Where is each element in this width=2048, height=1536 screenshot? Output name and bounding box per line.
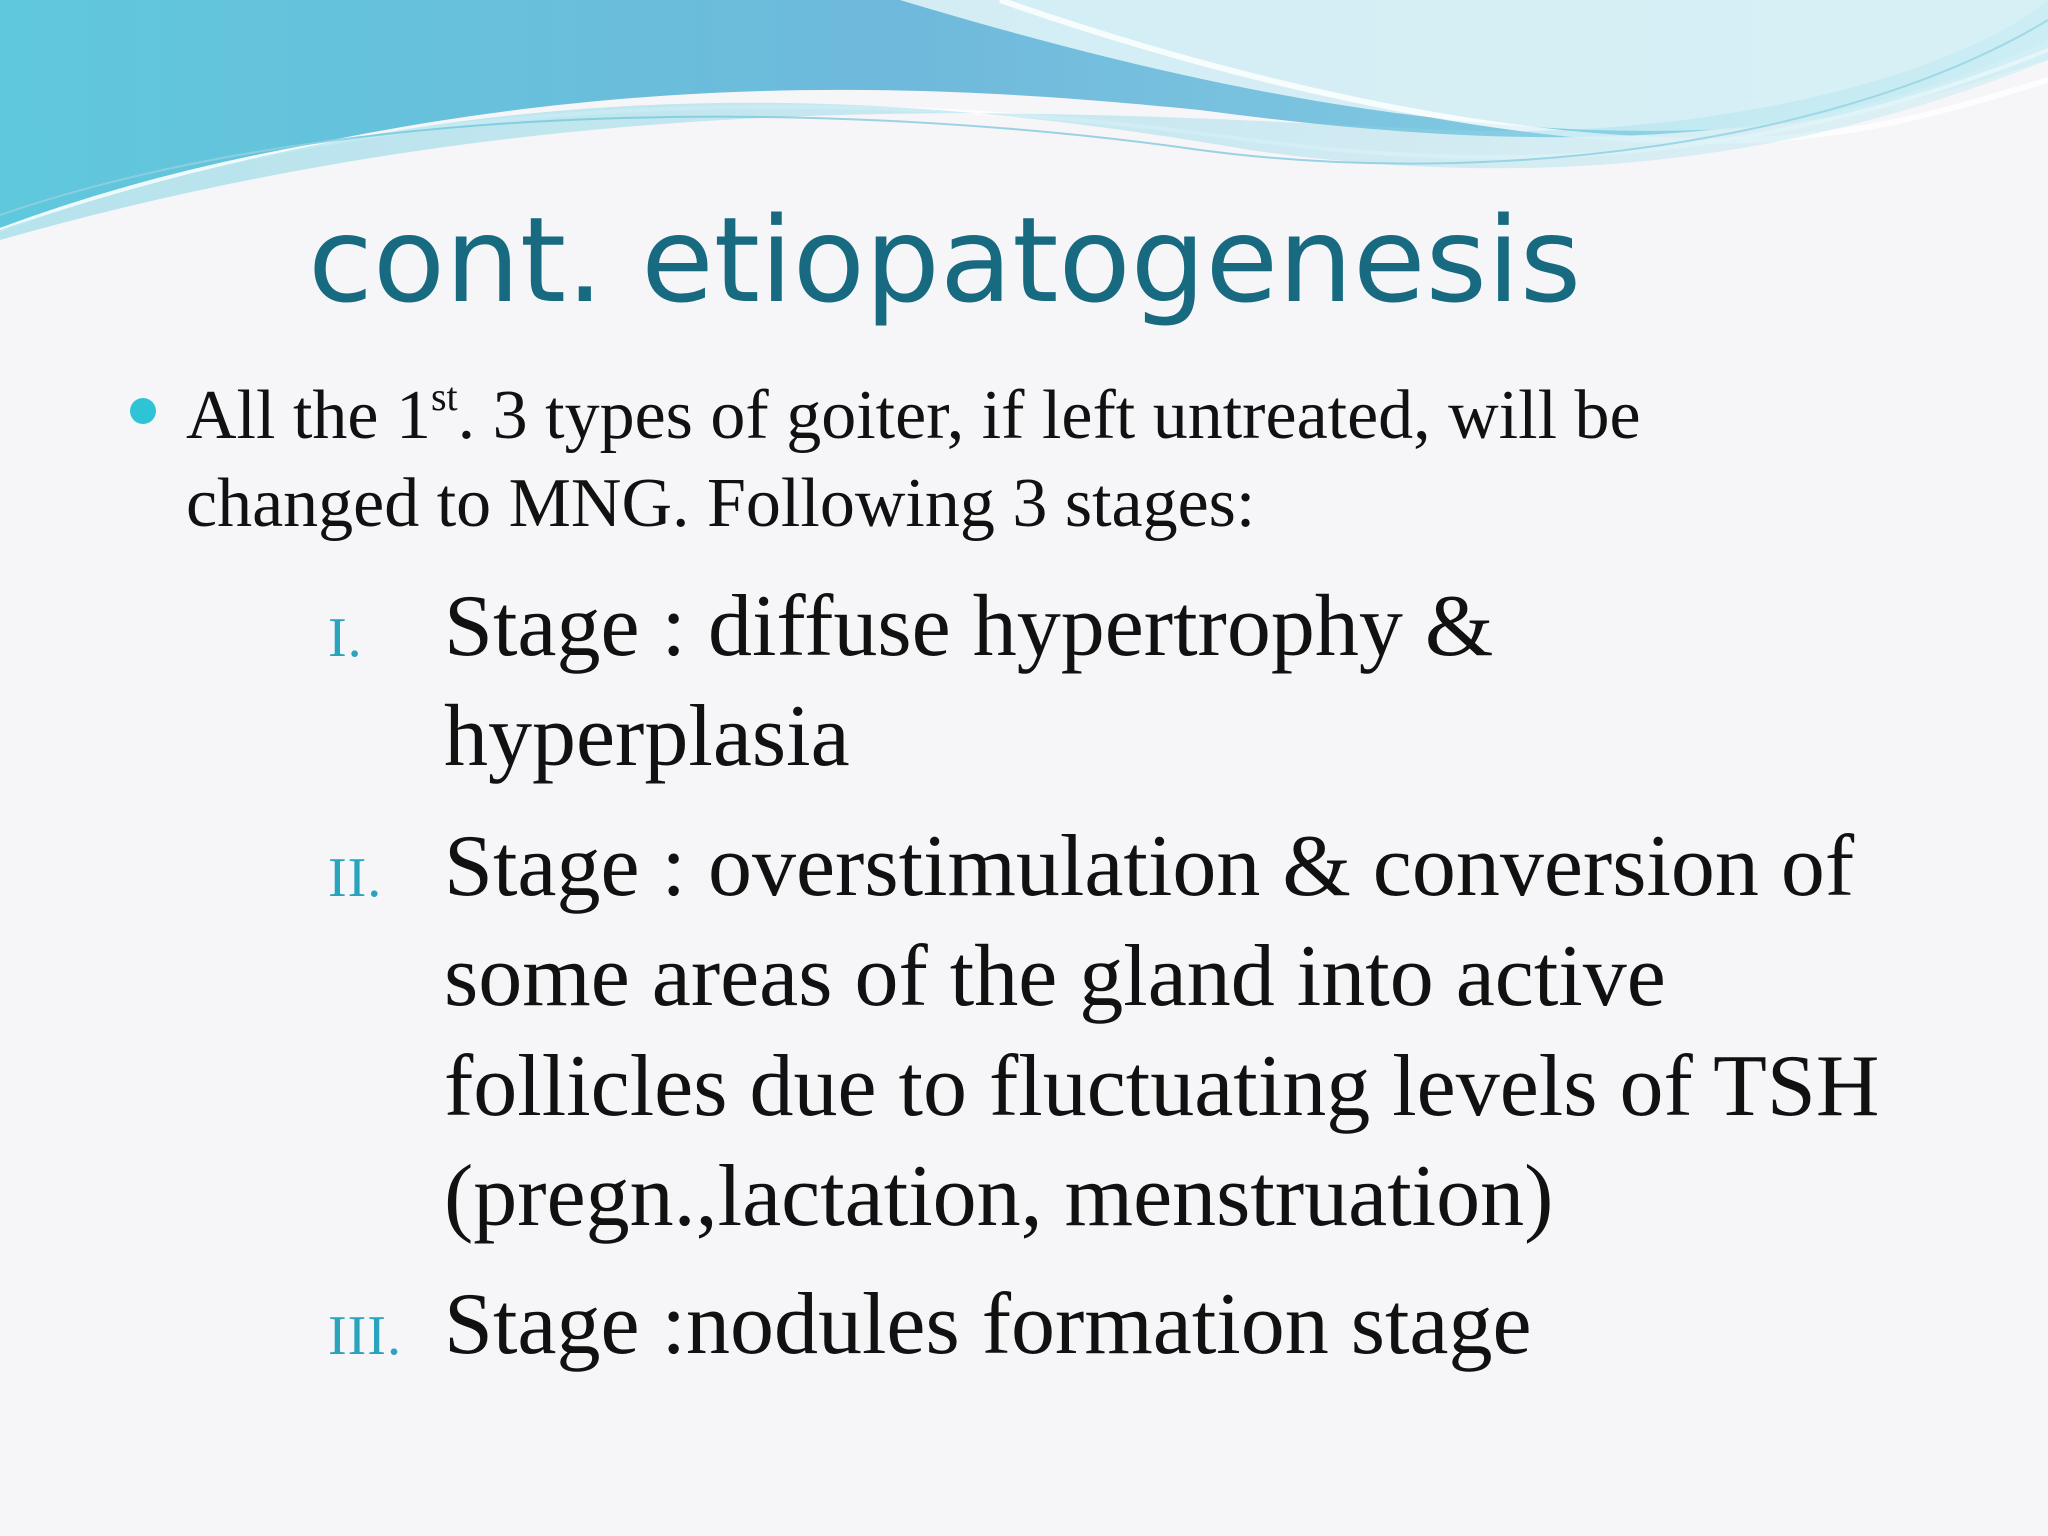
stage-numeral-3: III. (328, 1305, 402, 1367)
intro-lead: All the 1 (186, 377, 431, 454)
stage-text-2 (444, 812, 1879, 1252)
intro-line2: changed to MNG. Following 3 stages: (186, 465, 1256, 542)
stage-2-line-2: some areas of the gland into active (444, 928, 1666, 1025)
stage-1-line-1: Stage : diffuse hypertrophy & (444, 578, 1494, 675)
stage-numeral-1: I. (328, 607, 363, 669)
stage-text-3 (444, 1270, 1532, 1380)
stage-text-1 (444, 572, 1493, 792)
stage-1-line-2: hyperplasia (444, 688, 850, 785)
slide-title: cont. etiopatogenesis (308, 191, 1582, 329)
intro-line1-rest: . 3 types of goiter, if left untreated, will be (457, 377, 1641, 454)
stage-3-line-1: Stage :nodules formation stage (444, 1276, 1532, 1373)
stage-numeral-2: II. (328, 847, 383, 909)
stage-2-line-3: follicles due to fluctuating levels of TSH (444, 1038, 1880, 1135)
stage-2-line-1: Stage : overstimulation & conversion of (444, 818, 1855, 915)
intro-superscript: st (430, 373, 458, 419)
bullet-dot-icon (130, 398, 156, 424)
intro-text (186, 372, 1641, 548)
stage-2-line-4: (pregn.,lactation, menstruation) (444, 1148, 1554, 1245)
